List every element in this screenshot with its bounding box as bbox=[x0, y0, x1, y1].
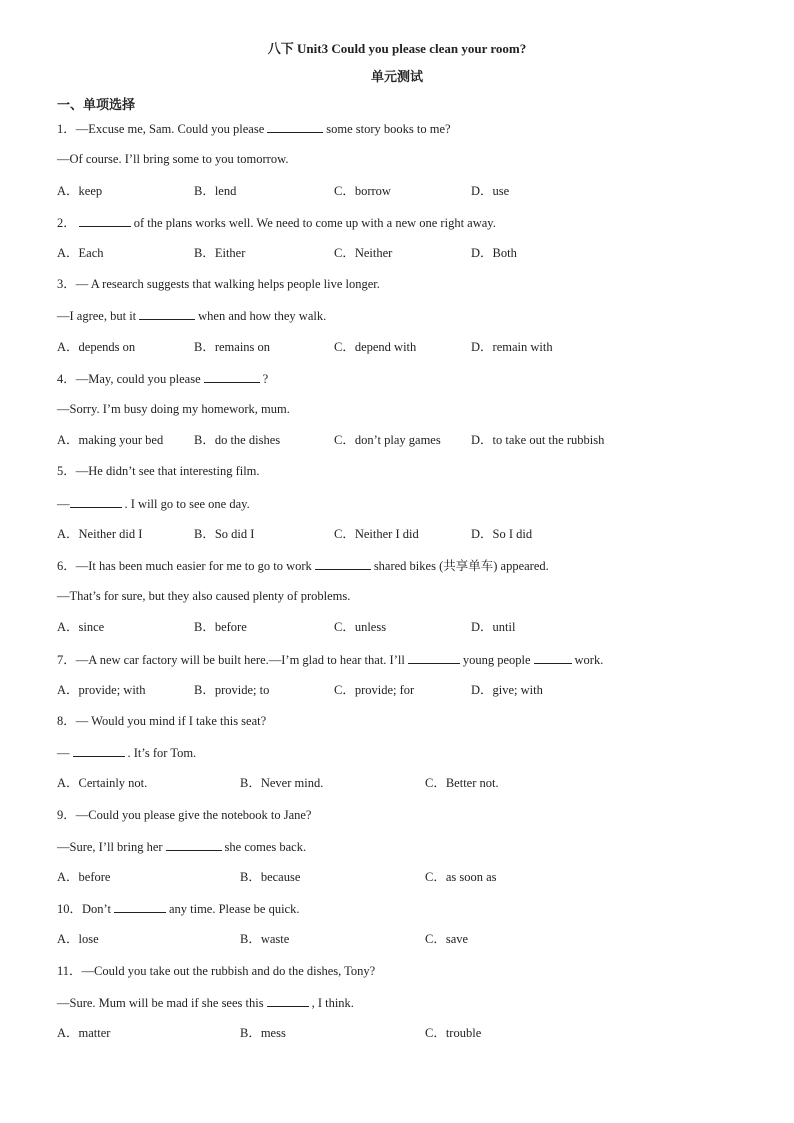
answer-blank bbox=[534, 651, 572, 664]
question-number: 9． bbox=[57, 808, 76, 822]
question-text: work. bbox=[574, 653, 604, 667]
question-text: —Could you please give the notebook to Jane? bbox=[75, 808, 312, 822]
option-a[interactable]: A．before bbox=[57, 870, 111, 884]
option-c[interactable]: C．unless bbox=[334, 620, 387, 634]
option-c[interactable]: C．don’t play games bbox=[334, 433, 441, 447]
option-a[interactable]: A．making your bed bbox=[57, 433, 164, 447]
option-d[interactable]: D．give; with bbox=[471, 683, 543, 697]
question-text: —He didn’t see that interesting film. bbox=[75, 464, 260, 478]
answer-blank bbox=[114, 900, 166, 913]
answer-blank bbox=[139, 307, 195, 320]
question-10-stem bbox=[57, 900, 299, 916]
question-number: 1． bbox=[57, 122, 76, 136]
answer-blank bbox=[408, 651, 460, 664]
question-text: — bbox=[57, 497, 70, 511]
question-text: when and how they walk. bbox=[198, 309, 327, 323]
question-11-line-2 bbox=[57, 994, 354, 1010]
answer-blank bbox=[70, 495, 122, 508]
option-b[interactable]: B．do the dishes bbox=[194, 433, 281, 447]
question-text: —That’s for sure, but they also caused plenty of problems. bbox=[57, 589, 351, 603]
question-number: 7． bbox=[57, 653, 76, 667]
question-text: —Excuse me, Sam. Could you please bbox=[75, 122, 265, 136]
option-b[interactable]: B．Either bbox=[194, 246, 246, 260]
option-d[interactable]: D．use bbox=[471, 184, 510, 198]
question-text: , I think. bbox=[311, 996, 354, 1010]
question-9-line-2 bbox=[57, 838, 306, 854]
question-text: . I will go to see one day. bbox=[124, 497, 250, 511]
question-text: young people bbox=[462, 653, 531, 667]
question-text: — bbox=[57, 746, 70, 760]
option-a[interactable]: A．Certainly not. bbox=[57, 776, 148, 790]
question-number: 3． bbox=[57, 277, 76, 291]
option-d[interactable]: D．So I did bbox=[471, 527, 533, 541]
question-text: —May, could you please bbox=[75, 372, 201, 386]
question-text: . It’s for Tom. bbox=[127, 746, 197, 760]
question-8-line-2 bbox=[57, 744, 196, 760]
question-9-stem bbox=[57, 807, 311, 823]
answer-blank bbox=[267, 120, 323, 133]
question-6-line-2 bbox=[57, 588, 350, 604]
question-number: 5． bbox=[57, 464, 76, 478]
option-c[interactable]: C．as soon as bbox=[425, 870, 497, 884]
option-a[interactable]: A．provide; with bbox=[57, 683, 146, 697]
option-a[interactable]: A．depends on bbox=[57, 340, 136, 354]
question-2-stem bbox=[57, 214, 496, 230]
option-b[interactable]: B．provide; to bbox=[194, 683, 270, 697]
question-text: —Sure, I’ll bring her bbox=[57, 840, 163, 854]
question-text: —It has been much easier for me to go to work bbox=[75, 559, 312, 573]
question-1-line-2 bbox=[57, 151, 288, 167]
option-b[interactable]: B．lend bbox=[194, 184, 237, 198]
option-a[interactable]: A．Neither did I bbox=[57, 527, 143, 541]
question-text: —A new car factory will be built here.—I’m glad to hear that. I’ll bbox=[75, 653, 405, 667]
page-subtitle: 单元测试 bbox=[370, 69, 423, 84]
page-title: 八下 Unit3 Could you please clean your room? bbox=[267, 41, 527, 56]
question-text: —Of course. I’ll bring some to you tomorrow. bbox=[57, 152, 289, 166]
option-b[interactable]: B．before bbox=[194, 620, 247, 634]
option-d[interactable]: D．until bbox=[471, 620, 516, 634]
option-b[interactable]: B．mess bbox=[240, 1026, 286, 1040]
option-d[interactable]: D．to take out the rubbish bbox=[471, 433, 605, 447]
question-text: Don’t bbox=[82, 902, 111, 916]
question-4-line-2 bbox=[57, 401, 290, 417]
option-b[interactable]: B．Never mind. bbox=[240, 776, 324, 790]
question-text: ? bbox=[262, 372, 269, 386]
option-c[interactable]: C．Neither I did bbox=[334, 527, 419, 541]
option-c[interactable]: C．provide; for bbox=[334, 683, 415, 697]
question-text: — A research suggests that walking helps people live longer. bbox=[75, 277, 380, 291]
question-text: —I agree, but it bbox=[57, 309, 137, 323]
option-c[interactable]: C．depend with bbox=[334, 340, 417, 354]
answer-blank bbox=[166, 838, 222, 851]
option-a[interactable]: A．since bbox=[57, 620, 105, 634]
question-number: 2． bbox=[57, 216, 76, 230]
question-text: some story books to me? bbox=[326, 122, 451, 136]
question-3-line-2 bbox=[57, 307, 326, 323]
question-number: 11． bbox=[57, 964, 82, 978]
option-c[interactable]: C．save bbox=[425, 932, 469, 946]
question-7-stem bbox=[57, 651, 603, 667]
option-a[interactable]: A．keep bbox=[57, 184, 103, 198]
question-number: 4． bbox=[57, 372, 76, 386]
answer-blank bbox=[204, 370, 260, 383]
section-heading: 一、单项选择 bbox=[57, 97, 136, 112]
question-text: of the plans works well. We need to come up with a new one right away. bbox=[133, 216, 496, 230]
option-b[interactable]: B．So did I bbox=[194, 527, 255, 541]
question-1-stem bbox=[57, 120, 451, 136]
answer-blank bbox=[79, 214, 131, 227]
option-c[interactable]: C．trouble bbox=[425, 1026, 482, 1040]
question-number: 10． bbox=[57, 902, 83, 916]
question-6-stem bbox=[57, 557, 549, 573]
question-text: shared bikes (共享单车) appeared. bbox=[373, 559, 549, 573]
question-text: —Could you take out the rubbish and do the dishes, Tony? bbox=[81, 964, 376, 978]
option-c[interactable]: C．Better not. bbox=[425, 776, 499, 790]
option-c[interactable]: C．borrow bbox=[334, 184, 391, 198]
option-c[interactable]: C．Neither bbox=[334, 246, 393, 260]
option-d[interactable]: D．remain with bbox=[471, 340, 553, 354]
question-5-stem bbox=[57, 463, 260, 479]
question-8-stem bbox=[57, 713, 266, 729]
question-text: —Sorry. I’m busy doing my homework, mum. bbox=[57, 402, 290, 416]
answer-blank bbox=[73, 744, 125, 757]
option-b[interactable]: B．because bbox=[240, 870, 301, 884]
question-3-stem bbox=[57, 276, 380, 292]
option-b[interactable]: B．waste bbox=[240, 932, 290, 946]
question-number: 6． bbox=[57, 559, 76, 573]
answer-blank bbox=[315, 557, 371, 570]
question-text: any time. Please be quick. bbox=[168, 902, 300, 916]
option-a[interactable]: A．lose bbox=[57, 932, 99, 946]
question-text: —Sure. Mum will be mad if she sees this bbox=[57, 996, 264, 1010]
question-text: — Would you mind if I take this seat? bbox=[75, 714, 267, 728]
question-4-stem bbox=[57, 370, 268, 386]
question-5-line-2 bbox=[57, 495, 250, 511]
question-text: she comes back. bbox=[224, 840, 307, 854]
option-a[interactable]: A．matter bbox=[57, 1026, 111, 1040]
question-number: 8． bbox=[57, 714, 76, 728]
question-11-stem bbox=[57, 963, 375, 979]
option-b[interactable]: B．remains on bbox=[194, 340, 271, 354]
option-d[interactable]: D．Both bbox=[471, 246, 517, 260]
answer-blank bbox=[267, 994, 309, 1007]
option-a[interactable]: A．Each bbox=[57, 246, 104, 260]
